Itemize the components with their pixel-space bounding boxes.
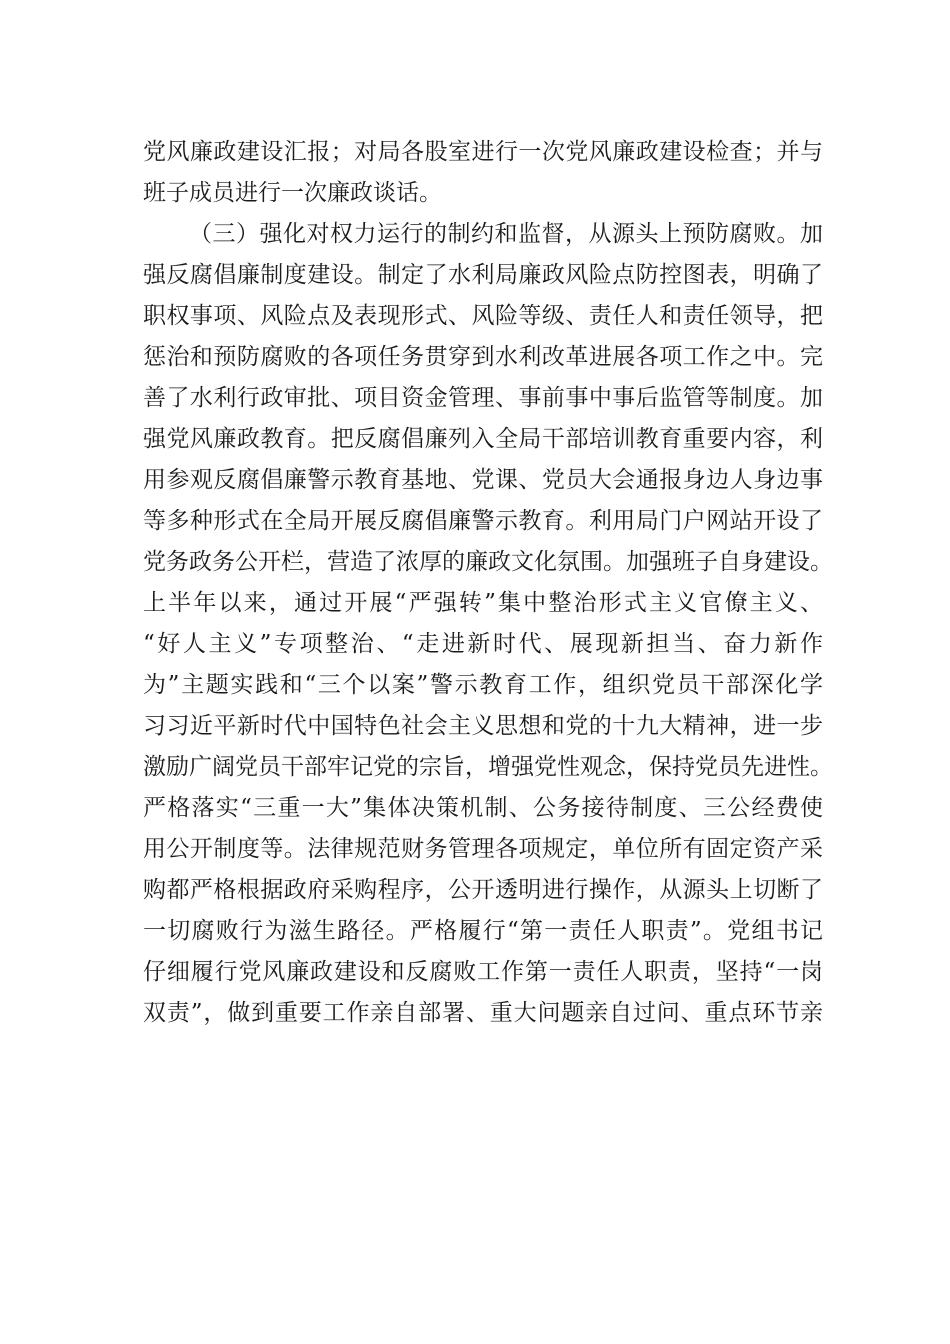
text-line: 惩治和预防腐败的各项任务贯穿到水利改革进展各项工作之中。完 xyxy=(143,344,823,370)
text-line: 强党风廉政教育。把反腐倡廉列入全局干部培训教育重要内容，利 xyxy=(143,426,823,452)
text-line: 职权事项、风险点及表现形式、风险等级、责任人和责任领导，把 xyxy=(143,303,823,329)
text-line: 激励广阔党员干部牢记党的宗旨，增强党性观念，保持党员先进性。 xyxy=(143,754,833,780)
text-line: 习习近平新时代中国特色社会主义思想和党的十九大精神，进一步 xyxy=(143,713,823,739)
text-line: 强反腐倡廉制度建设。制定了水利局廉政风险点防控图表，明确了 xyxy=(143,262,823,288)
text-line: 双责”，做到重要工作亲自部署、重大问题亲自过问、重点环节亲 xyxy=(143,1000,823,1026)
text-line: 善了水利行政审批、项目资金管理、事前事中事后监管等制度。加 xyxy=(143,385,823,411)
text-line: 仔细履行党风廉政建设和反腐败工作第一责任人职责，坚持“一岗 xyxy=(143,959,823,985)
text-line: 党风廉政建设汇报；对局各股室进行一次党风廉政建设检查；并与 xyxy=(143,139,823,165)
text-line: 购都严格根据政府采购程序，公开透明进行操作，从源头上切断了 xyxy=(143,877,823,903)
text-line: 党务政务公开栏，营造了浓厚的廉政文化氛围。加强班子自身建设。 xyxy=(143,549,833,575)
text-line: 用参观反腐倡廉警示教育基地、党课、党员大会通报身边人身边事 xyxy=(143,467,823,493)
text-line: 用公开制度等。法律规范财务管理各项规定，单位所有固定资产采 xyxy=(143,836,823,862)
document-body xyxy=(143,132,833,1034)
text-line: 为”主题实践和“三个以案”警示教育工作，组织党员干部深化学 xyxy=(143,672,823,698)
paragraph-first-line: （三）强化对权力运行的制约和监督，从源头上预防腐败。加 xyxy=(189,221,823,247)
text-line: 班子成员进行一次廉政谈话。 xyxy=(143,180,442,206)
text-line: 严格落实“三重一大”集体决策机制、公务接待制度、三公经费使 xyxy=(143,795,823,821)
text-line: 一切腐败行为滋生路径。严格履行“第一责任人职责”。党组书记 xyxy=(143,918,823,944)
text-line: 上半年以来，通过开展“严强转”集中整治形式主义官僚主义、 xyxy=(143,590,823,616)
text-line: 等多种形式在全局开展反腐倡廉警示教育。利用局门户网站开设了 xyxy=(143,508,823,534)
text-line: “好人主义”专项整治、“走进新时代、展现新担当、奋力新作 xyxy=(143,631,823,657)
